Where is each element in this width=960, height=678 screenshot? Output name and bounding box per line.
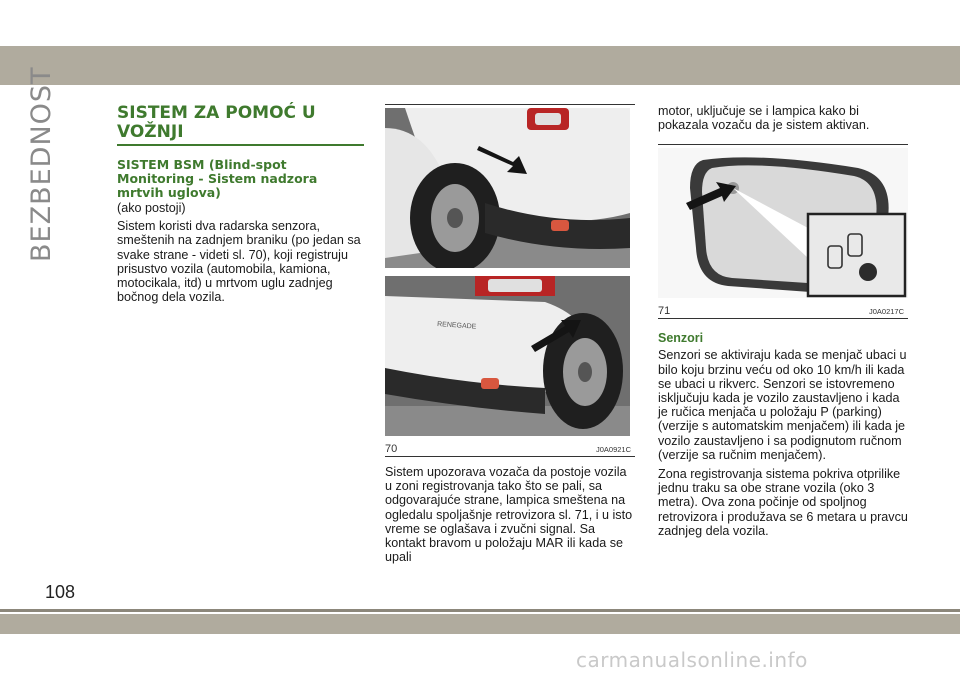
car-model-badge: RENEGADE	[436, 321, 477, 331]
column-right	[658, 104, 908, 543]
header-band	[0, 46, 960, 85]
intro-paragraph: Sistem koristi dva radarska senzora, smeštenih na zadnjem braniku (po jedan sa svake strane - videti sl. 70), koji registruju prisustvo vozila (automobila, kamiona, motocikala, itd) u mrtvom uglu zadnjeg bočnog dela vozila.	[117, 219, 361, 305]
page-number: 108	[45, 582, 76, 602]
page-top-margin	[0, 0, 960, 46]
figure-71-caption	[658, 300, 908, 319]
section-side-label-text: BEZBEDNOST	[26, 66, 57, 262]
figure-top-rule	[385, 104, 635, 105]
side-mirror-figure	[658, 148, 908, 298]
figure-top-rule-2	[658, 144, 908, 145]
column-left	[117, 104, 364, 309]
source-watermark: carmanualsonline.info	[576, 648, 808, 672]
rear-bumper-left-photo	[385, 108, 630, 268]
zone-paragraph: Zona registrovanja sistema pokriva otprilike jednu traku sa obe strane vozila (oko 3 metra). Ova zona počinje od spoljnog retrovizora i produžava se 6 metara u pravcu zadnjeg dela vozila.	[658, 467, 908, 538]
availability-note: (ako postoji)	[117, 201, 186, 215]
footer-band	[0, 616, 960, 634]
page-title: SISTEM ZA POMOĆ U VOŽNJI	[117, 104, 364, 146]
warning-paragraph: Sistem upozorava vozača da postoje vozila u zoni registrovanja tako što se pali, sa odgovarajuće strane, lampica smeštena na ogledalu spoljašnje retrovizora sl. 71, i u isto vreme se oglašava i zvučni signal. Sa kontakt bravom u položaju MAR ili kada se upali	[385, 465, 633, 565]
figure-70-caption	[385, 438, 635, 457]
section-subtitle: SISTEM BSM (Blind-spot Monitoring - Sistem nadzora mrtvih uglova)	[117, 157, 318, 200]
figure-70-number: 70	[385, 443, 398, 455]
rear-bumper-left-illustration	[385, 108, 630, 268]
sensors-heading: Senzori	[658, 331, 704, 346]
column-middle	[385, 104, 635, 569]
figure-70-code: J0A0921C	[595, 445, 631, 454]
footer-rule	[0, 609, 960, 612]
figure-71-number: 71	[658, 305, 671, 318]
side-mirror-illustration	[658, 148, 908, 298]
sensors-paragraph: Senzori se aktiviraju kada se menjač ubaci u bilo koju brzinu veću od oko 10 km/h ili kada se ubaci u rikverc. Senzori se istovremeno isključuju kada je vozilo zaustavljeno i kada je ručica menjača u položaju P (parking) (verzije s automatskim menjačem) ili kada je vozilo zaustavljeno i sa podignutom ručnom (verzije sa ručnim menjačem).	[658, 348, 907, 462]
rear-bumper-right-illustration	[385, 276, 630, 436]
rear-bumper-right-photo	[385, 276, 630, 436]
continuation-paragraph: motor, uključuje se i lampica kako bi pokazala vozaču da je sistem aktivan.	[658, 104, 870, 133]
figure-71-code: J0A0217C	[868, 307, 904, 317]
